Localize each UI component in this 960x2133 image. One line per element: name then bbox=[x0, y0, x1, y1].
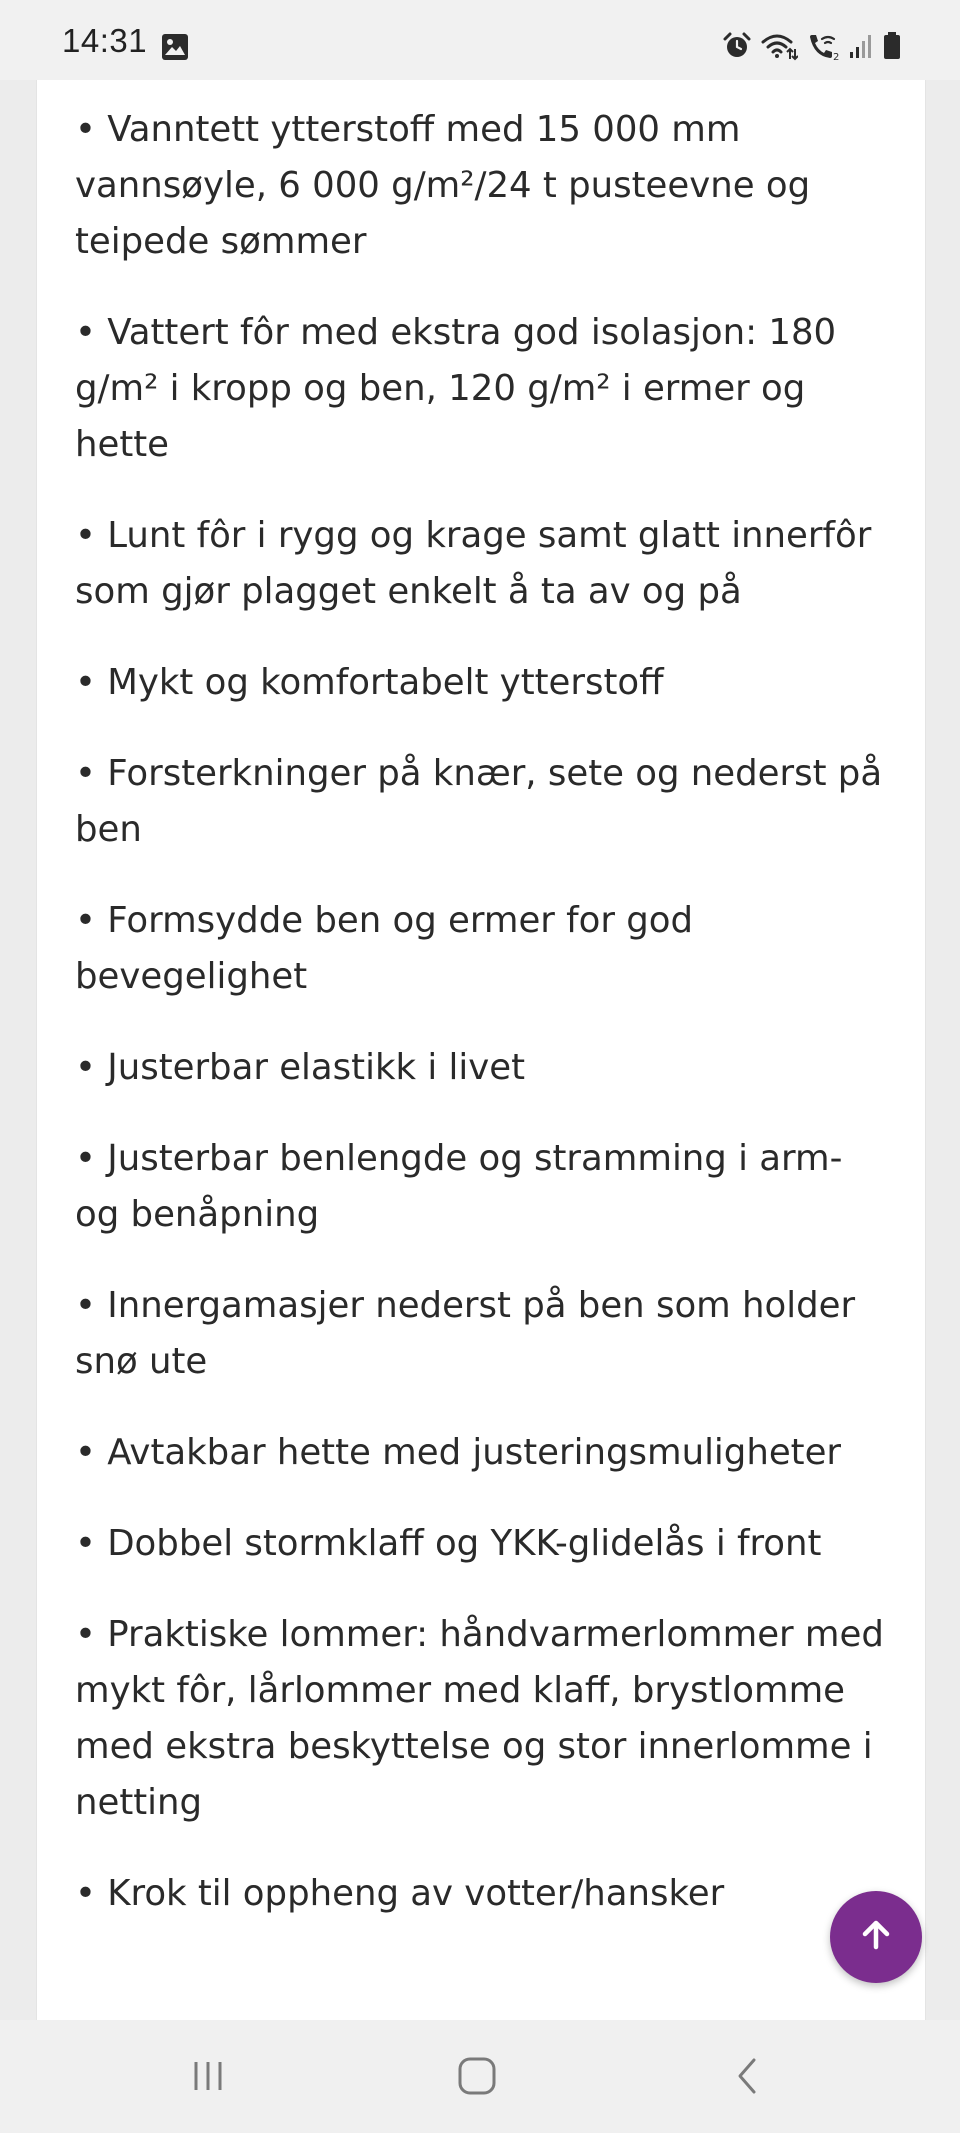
list-item: • Vattert fôr med ekstra god isolasjon: 180 g/m² i kropp og ben, 120 g/m² i ermer og hette bbox=[75, 312, 837, 465]
list-item: • Dobbel stormklaff og YKK-glidelås i front bbox=[75, 1523, 822, 1564]
signal-icon bbox=[848, 32, 874, 60]
image-icon bbox=[161, 33, 189, 61]
list-item: • Mykt og komfortabelt ytterstoff bbox=[75, 662, 664, 703]
wifi-icon bbox=[760, 31, 798, 61]
recent-apps-button[interactable] bbox=[168, 2048, 248, 2108]
list-item: • Vanntett ytterstoff med 15 000 mm vannsøyle, 6 000 g/m²/24 t pusteevne og teipede sømmer bbox=[75, 109, 811, 262]
list-item: • Avtakbar hette med justeringsmuligheter bbox=[75, 1432, 842, 1473]
list-item: • Innergamasjer nederst på ben som holder snø ute bbox=[75, 1285, 856, 1382]
feature-list bbox=[75, 102, 895, 1957]
svg-text:2: 2 bbox=[833, 52, 840, 61]
navigation-bar bbox=[0, 2020, 960, 2133]
list-item: • Lunt fôr i rygg og krage samt glatt innerfôr som gjør plagget enkelt å ta av og på bbox=[75, 515, 872, 612]
list-item: • Krok til oppheng av votter/hansker bbox=[75, 1873, 725, 1914]
scroll-to-top-button[interactable] bbox=[830, 1891, 922, 1983]
arrow-up-icon bbox=[856, 1915, 896, 1959]
alarm-icon bbox=[722, 31, 752, 61]
list-item: • Justerbar benlengde og stramming i arm- og benåpning bbox=[75, 1138, 843, 1235]
back-button[interactable] bbox=[708, 2048, 788, 2108]
status-time: 14:31 bbox=[62, 22, 148, 59]
status-bar bbox=[0, 0, 960, 80]
list-item: • Justerbar elastikk i livet bbox=[75, 1047, 525, 1088]
list-item: • Praktiske lommer: håndvarmerlommer med mykt fôr, lårlommer med klaff, brystlomme med ekstra beskyttelse og stor innerlomme i netting bbox=[75, 1614, 884, 1823]
wifi-calling-icon bbox=[806, 31, 840, 61]
home-button[interactable] bbox=[437, 2048, 517, 2108]
battery-icon bbox=[882, 31, 902, 61]
list-item: • Forsterkninger på knær, sete og nederst på ben bbox=[75, 753, 883, 850]
recent-apps-icon bbox=[188, 2056, 228, 2100]
home-icon bbox=[456, 2055, 498, 2101]
list-item: • Formsydde ben og ermer for god bevegelighet bbox=[75, 900, 694, 997]
status-icons bbox=[722, 28, 902, 64]
back-icon bbox=[728, 2056, 768, 2100]
